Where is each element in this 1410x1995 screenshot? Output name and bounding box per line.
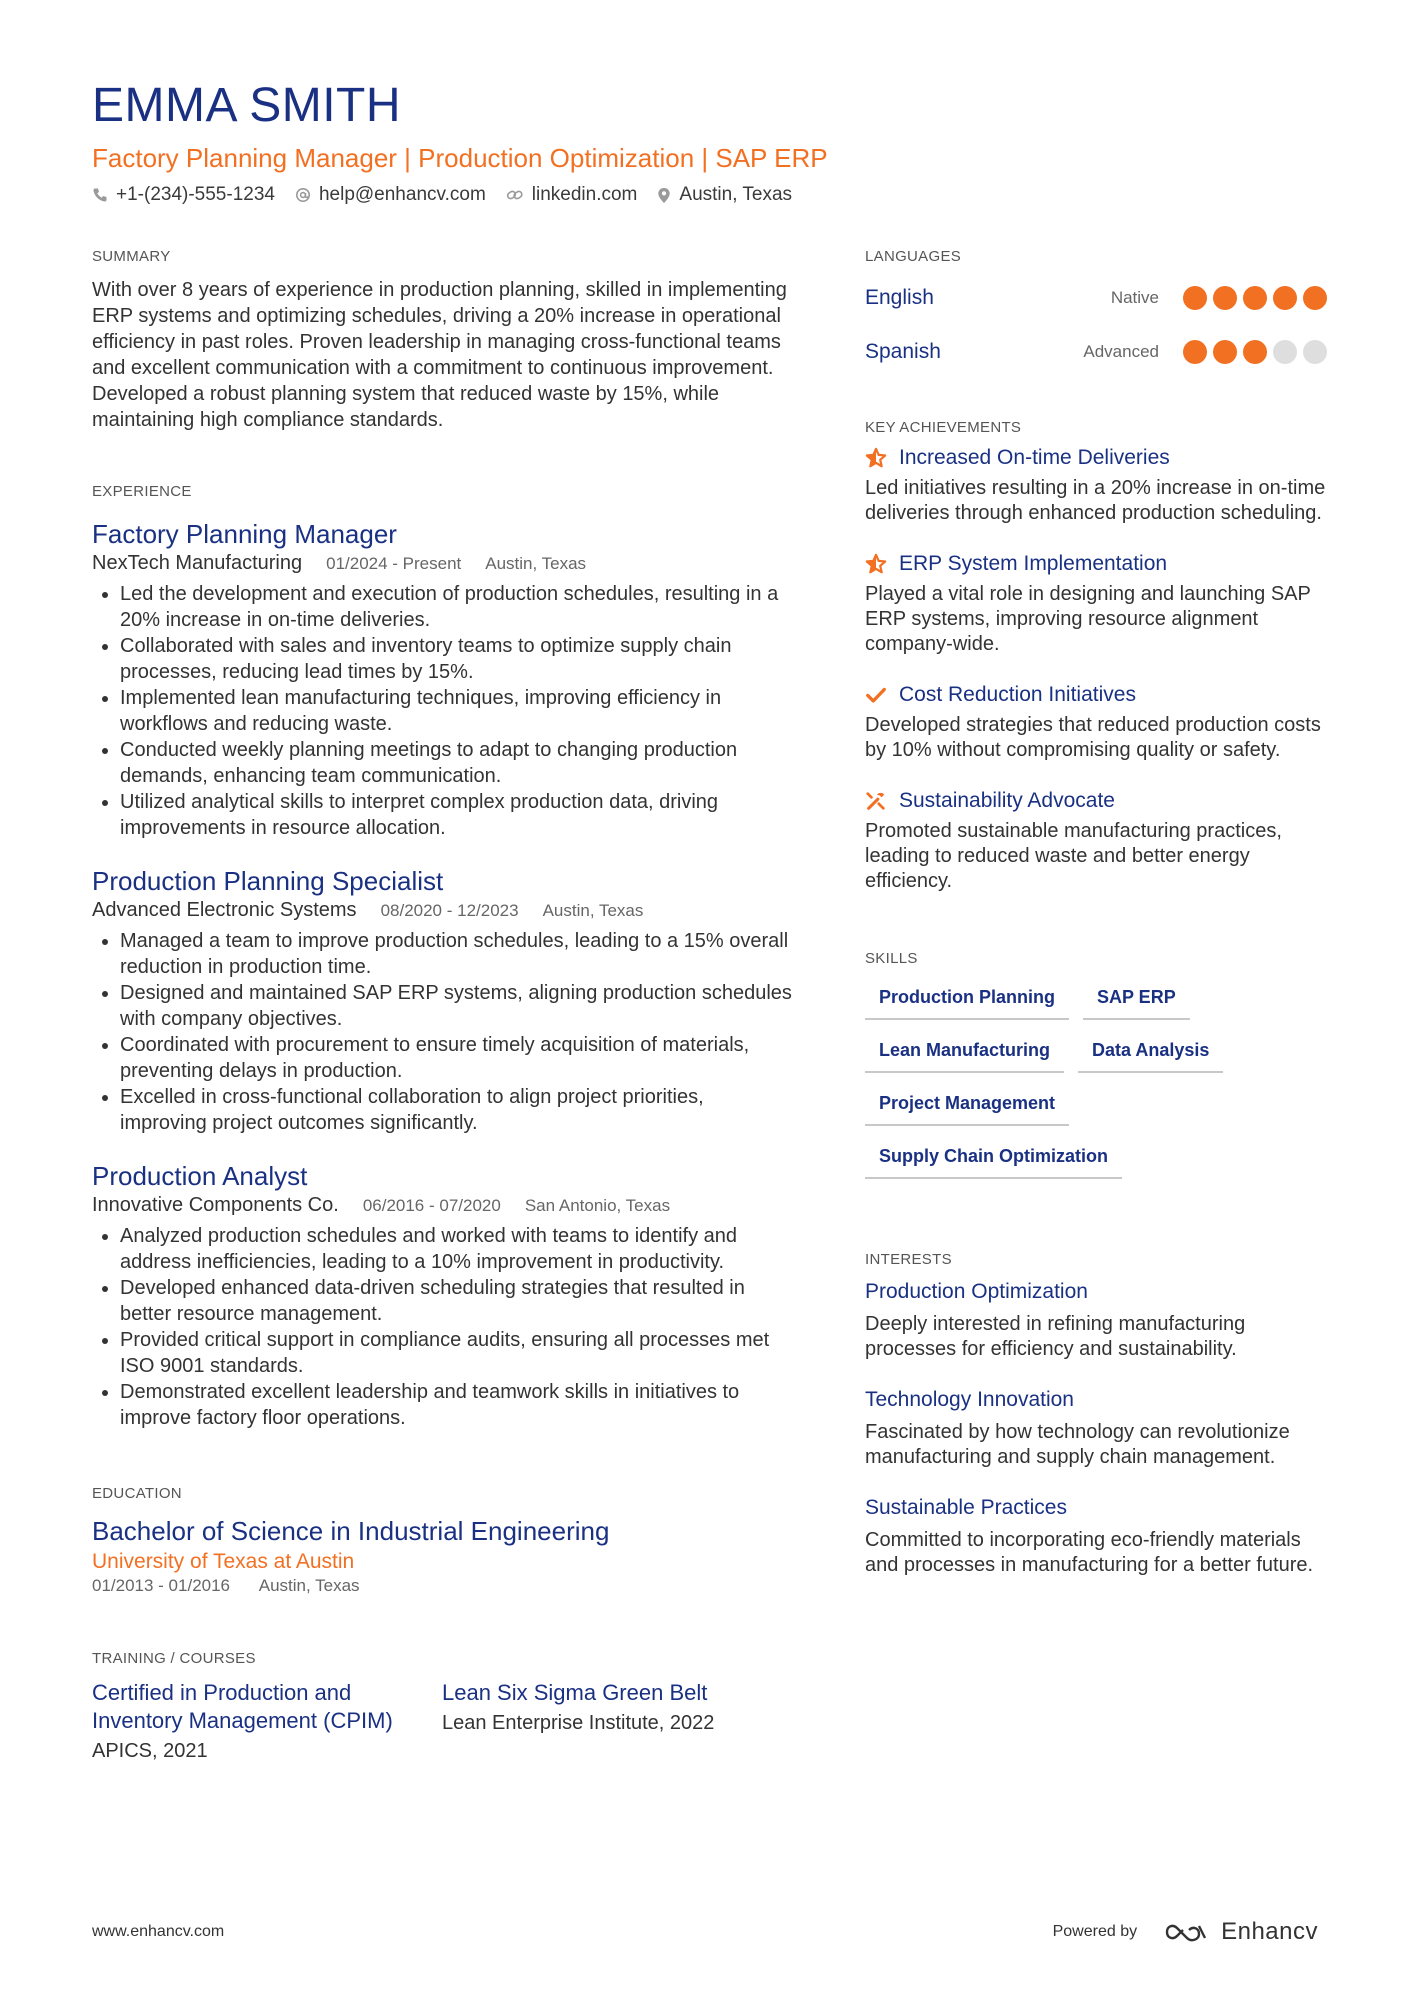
job-company: NexTech Manufacturing	[92, 552, 303, 574]
bullet: • Led the development and execution of production schedules, resulting in a 20% increase in on-time deliveries.	[120, 581, 792, 633]
job-bullets	[92, 1223, 792, 1431]
achievement-desc: Promoted sustainable manufacturing practices, leading to reduced waste and better energy efficiency.	[865, 820, 1282, 892]
experience-item	[92, 1160, 792, 1431]
powered-by-label: Powered by	[1052, 1923, 1138, 1940]
language-item	[865, 271, 1327, 325]
interest-item	[865, 1278, 1327, 1362]
training-title: TRAINING / COURSES	[92, 1650, 256, 1667]
phone-text: +1-(234)-555-1234	[116, 184, 275, 205]
education-meta	[92, 1576, 792, 1596]
bullet: • Coordinated with procurement to ensure timely acquisition of materials, preventing delays in production.	[120, 1032, 792, 1084]
bullet: • Analyzed production schedules and worked with teams to identify and address inefficiencies, leading to a 10% improvement in productivity.	[120, 1223, 792, 1275]
achievement-desc: Played a vital role in designing and launching SAP ERP systems, improving resource alignment company-wide.	[865, 583, 1311, 655]
language-name: English	[865, 286, 934, 309]
enhancv-brand: Enhancv	[1221, 1918, 1318, 1945]
job-dates: 06/2016 - 07/2020	[362, 1196, 501, 1215]
bullet: • Utilized analytical skills to interpret complex production data, driving improvements in resource allocation.	[120, 789, 792, 841]
linkedin-text[interactable]: linkedin.com	[531, 184, 638, 205]
skill-tag: Project Management	[865, 1087, 1069, 1126]
interest-item	[865, 1386, 1327, 1470]
job-bullets	[92, 928, 792, 1136]
language-proficiency-dots	[1177, 286, 1327, 310]
training-item-title: Certified in Production and Inventory Management (CPIM)	[92, 1680, 393, 1733]
job-location: San Antonio, Texas	[524, 1196, 671, 1215]
bullet: • Demonstrated excellent leadership and teamwork skills in initiatives to improve factory floor operations.	[120, 1379, 792, 1431]
education-school: University of Texas at Austin	[92, 1550, 355, 1573]
star-icon	[865, 447, 887, 469]
email-text[interactable]: help@enhancv.com	[318, 184, 486, 205]
phone-icon	[92, 187, 108, 203]
skills-title: SKILLS	[865, 950, 918, 967]
proficiency-dot-filled	[1213, 286, 1237, 310]
experience-title: EXPERIENCE	[92, 483, 192, 500]
experience-item	[92, 518, 792, 841]
education-degree: Bachelor of Science in Industrial Engineering	[92, 1516, 610, 1546]
education-location: Austin, Texas	[258, 1576, 360, 1595]
skills-list	[865, 981, 1305, 1193]
interest-desc: Fascinated by how technology can revolutionize manufacturing and supply chain management.	[865, 1421, 1290, 1468]
job-bullets	[92, 581, 792, 841]
enhancv-logo-icon	[1163, 1920, 1211, 1944]
training-item-provider: Lean Enterprise Institute, 2022	[442, 1712, 715, 1734]
job-location: Austin, Texas	[485, 554, 587, 573]
language-name: Spanish	[865, 340, 941, 363]
interests-title: INTERESTS	[865, 1251, 952, 1268]
interest-item	[865, 1494, 1327, 1578]
language-level: Native	[1110, 288, 1159, 307]
bullet: • Developed enhanced data-driven scheduling strategies that resulted in better resource management.	[120, 1275, 792, 1327]
training-item-provider: APICS, 2021	[92, 1740, 208, 1762]
bullet: • Excelled in cross-functional collaboration to align project priorities, improving project outcomes significantly.	[120, 1084, 792, 1136]
left-column	[92, 248, 792, 1767]
job-company: Advanced Electronic Systems	[92, 899, 357, 921]
job-meta	[92, 550, 792, 577]
powered-by	[1053, 1918, 1318, 1946]
job-location: Austin, Texas	[542, 901, 644, 920]
contact-location	[657, 184, 792, 206]
languages-title: LANGUAGES	[865, 248, 962, 265]
skill-tag: Lean Manufacturing	[865, 1034, 1064, 1073]
achievement-title: Increased On-time Deliveries	[899, 446, 1170, 469]
job-title: Factory Planning Manager	[92, 519, 397, 549]
skill-tag: Data Analysis	[1078, 1034, 1223, 1073]
checkmark-icon	[865, 684, 887, 706]
interest-title: Sustainable Practices	[865, 1496, 1067, 1519]
bullet: • Provided critical support in compliance audits, ensuring all processes met ISO 9001 standards.	[120, 1327, 792, 1379]
education-title: EDUCATION	[92, 1485, 182, 1502]
right-column	[865, 248, 1327, 1578]
job-meta	[92, 1192, 792, 1219]
summary-text: With over 8 years of experience in production planning, skilled in implementing ERP systems and optimizing schedules, driving a 20% increase in operational efficiency in past roles. Proven leadership in managing cross-functional teams and excellent communication with a commitment to continuous improvement. Developed a robust planning system that reduced waste by 15%, while maintaining high compliance standards.	[92, 279, 787, 431]
job-meta	[92, 897, 792, 924]
achievement-item	[865, 550, 1327, 657]
proficiency-dot-empty	[1303, 340, 1327, 364]
bullet: • Implemented lean manufacturing techniques, improving efficiency in workflows and reducing waste.	[120, 685, 792, 737]
proficiency-dot-filled	[1243, 340, 1267, 364]
proficiency-dot-filled	[1213, 340, 1237, 364]
languages-list	[865, 271, 1327, 379]
contact-email[interactable]	[295, 184, 486, 206]
achievement-header	[865, 444, 1327, 472]
bullet: • Collaborated with sales and inventory teams to optimize supply chain processes, reducing lead times by 15%.	[120, 633, 792, 685]
language-proficiency-dots	[1177, 340, 1327, 364]
job-dates: 08/2020 - 12/2023	[380, 901, 519, 920]
achievement-header	[865, 550, 1327, 578]
skill-tag: Supply Chain Optimization	[865, 1140, 1122, 1179]
training-item-title: Lean Six Sigma Green Belt	[442, 1680, 708, 1705]
proficiency-dot-filled	[1273, 286, 1297, 310]
page-footer	[92, 1918, 1318, 1946]
achievement-desc: Led initiatives resulting in a 20% increase in on-time deliveries through enhanced production scheduling.	[865, 477, 1326, 524]
bullet: • Managed a team to improve production schedules, leading to a 15% overall reduction in production time.	[120, 928, 792, 980]
proficiency-dot-filled	[1243, 286, 1267, 310]
proficiency-dot-empty	[1273, 340, 1297, 364]
job-title: Production Planning Specialist	[92, 866, 444, 896]
interest-desc: Deeply interested in refining manufacturing processes for efficiency and sustainability.	[865, 1313, 1246, 1360]
headline: Factory Planning Manager | Production Optimization | SAP ERP	[92, 143, 828, 173]
training-item	[92, 1679, 442, 1767]
location-text: Austin, Texas	[679, 184, 793, 205]
achievement-item	[865, 787, 1327, 894]
tools-icon	[865, 790, 887, 812]
proficiency-dot-filled	[1183, 286, 1207, 310]
resume-header	[92, 76, 1322, 206]
star-icon	[865, 553, 887, 575]
bullet: • Designed and maintained SAP ERP systems, aligning production schedules with company objectives.	[120, 980, 792, 1032]
proficiency-dot-filled	[1183, 340, 1207, 364]
job-dates: 01/2024 - Present	[326, 554, 462, 573]
job-company: Innovative Components Co.	[92, 1194, 339, 1216]
interest-title: Technology Innovation	[865, 1388, 1074, 1411]
summary-title: SUMMARY	[92, 248, 171, 265]
training-item	[442, 1679, 792, 1767]
interest-desc: Committed to incorporating eco-friendly materials and processes in manufacturing for a better future.	[865, 1529, 1314, 1576]
language-item	[865, 325, 1327, 379]
achievement-item	[865, 444, 1327, 526]
location-pin-icon	[657, 187, 671, 204]
at-icon	[295, 187, 311, 203]
job-title: Production Analyst	[92, 1161, 308, 1191]
education-dates: 01/2013 - 01/2016	[92, 1576, 231, 1595]
achievement-header	[865, 681, 1327, 709]
training-list	[92, 1679, 792, 1767]
interest-title: Production Optimization	[865, 1280, 1088, 1303]
candidate-name: EMMA SMITH	[92, 79, 402, 132]
achievement-item	[865, 681, 1327, 763]
contact-linkedin[interactable]	[506, 184, 638, 206]
achievement-title: ERP System Implementation	[899, 552, 1168, 575]
achievement-header	[865, 787, 1327, 815]
contact-phone	[92, 184, 275, 206]
skill-tag: SAP ERP	[1083, 981, 1190, 1020]
skill-tag: Production Planning	[865, 981, 1069, 1020]
bullet: • Conducted weekly planning meetings to adapt to changing production demands, enhancing team communication.	[120, 737, 792, 789]
footer-url[interactable]: www.enhancv.com	[92, 1923, 225, 1940]
link-icon	[506, 187, 524, 203]
proficiency-dot-filled	[1303, 286, 1327, 310]
contact-row	[92, 184, 1322, 206]
achievement-title: Sustainability Advocate	[899, 789, 1115, 812]
achievement-desc: Developed strategies that reduced production costs by 10% without compromising quality or safety.	[865, 714, 1321, 761]
language-level: Advanced	[1083, 342, 1159, 361]
achievements-title: KEY ACHIEVEMENTS	[865, 419, 1022, 436]
achievement-title: Cost Reduction Initiatives	[899, 683, 1136, 706]
experience-item	[92, 865, 792, 1136]
